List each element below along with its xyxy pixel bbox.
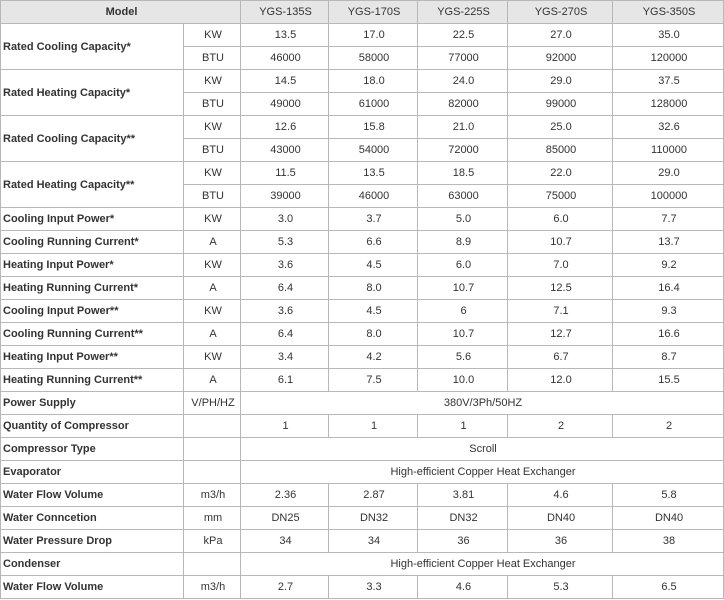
value-cell: 13.5: [241, 24, 329, 47]
value-cell: 49000: [241, 93, 329, 116]
spec-label: Heating Input Power*: [1, 254, 184, 277]
spec-label: Cooling Running Current*: [1, 231, 184, 254]
unit-cell: KW: [184, 162, 241, 185]
value-cell: DN40: [508, 507, 613, 530]
value-cell: 2: [613, 415, 724, 438]
spec-label: Heating Running Current*: [1, 277, 184, 300]
table-row: [1, 346, 724, 369]
spec-label: Cooling Input Power*: [1, 208, 184, 231]
spec-label: Evaporator: [1, 461, 184, 484]
spec-label: Power Supply: [1, 392, 184, 415]
unit-cell: BTU: [184, 139, 241, 162]
unit-cell: BTU: [184, 93, 241, 116]
value-cell: 13.5: [329, 162, 418, 185]
value-cell: 6.7: [508, 346, 613, 369]
value-cell: 29.0: [508, 70, 613, 93]
unit-cell: V/PH/HZ: [184, 392, 241, 415]
spec-label: Rated Cooling Capacity*: [1, 24, 184, 70]
value-cell: 3.0: [241, 208, 329, 231]
value-cell: 18.5: [418, 162, 508, 185]
value-cell: 22.0: [508, 162, 613, 185]
value-cell: 7.7: [613, 208, 724, 231]
table-row: [1, 277, 724, 300]
value-cell: 1: [329, 415, 418, 438]
value-cell: 2.7: [241, 576, 329, 599]
value-cell: 22.5: [418, 24, 508, 47]
spec-label: Cooling Input Power**: [1, 300, 184, 323]
value-cell: 82000: [418, 93, 508, 116]
table-row: [1, 369, 724, 392]
spanned-value-cell: Scroll: [241, 438, 724, 461]
value-cell: 27.0: [508, 24, 613, 47]
table-row: [1, 530, 724, 553]
header-row: [1, 1, 724, 24]
value-cell: 43000: [241, 139, 329, 162]
value-cell: 85000: [508, 139, 613, 162]
value-cell: 58000: [329, 47, 418, 70]
spec-label: Compressor Type: [1, 438, 184, 461]
value-cell: 29.0: [613, 162, 724, 185]
value-cell: 37.5: [613, 70, 724, 93]
table-row: [1, 24, 724, 47]
value-cell: 72000: [418, 139, 508, 162]
value-cell: 6.0: [508, 208, 613, 231]
unit-cell: A: [184, 277, 241, 300]
value-cell: 21.0: [418, 116, 508, 139]
value-cell: 12.5: [508, 277, 613, 300]
value-cell: 6.5: [613, 576, 724, 599]
value-cell: 25.0: [508, 116, 613, 139]
unit-cell: [184, 438, 241, 461]
value-cell: 38: [613, 530, 724, 553]
value-cell: 11.5: [241, 162, 329, 185]
table-row: [1, 162, 724, 185]
value-cell: DN32: [329, 507, 418, 530]
value-cell: 9.2: [613, 254, 724, 277]
value-cell: 16.6: [613, 323, 724, 346]
spec-label: Water Pressure Drop: [1, 530, 184, 553]
table-row: [1, 392, 724, 415]
unit-cell: A: [184, 369, 241, 392]
unit-cell: KW: [184, 116, 241, 139]
value-cell: 63000: [418, 185, 508, 208]
value-cell: 5.0: [418, 208, 508, 231]
value-cell: 6.0: [418, 254, 508, 277]
unit-cell: KW: [184, 70, 241, 93]
value-cell: DN25: [241, 507, 329, 530]
table-row: [1, 116, 724, 139]
value-cell: 100000: [613, 185, 724, 208]
spec-label: Cooling Running Current**: [1, 323, 184, 346]
value-cell: 6.6: [329, 231, 418, 254]
value-cell: 36: [418, 530, 508, 553]
value-cell: 6.4: [241, 277, 329, 300]
value-cell: 2.36: [241, 484, 329, 507]
value-cell: 8.7: [613, 346, 724, 369]
spec-label: Water Flow Volume: [1, 576, 184, 599]
value-cell: 6.1: [241, 369, 329, 392]
value-cell: 12.7: [508, 323, 613, 346]
value-cell: 7.0: [508, 254, 613, 277]
value-cell: 4.6: [418, 576, 508, 599]
model-header: Model: [1, 1, 241, 24]
table-row: [1, 415, 724, 438]
value-cell: 4.5: [329, 300, 418, 323]
table-row: [1, 300, 724, 323]
value-cell: 1: [418, 415, 508, 438]
unit-cell: [184, 415, 241, 438]
value-cell: 4.6: [508, 484, 613, 507]
table-row: [1, 254, 724, 277]
value-cell: 10.7: [418, 277, 508, 300]
spanned-value-cell: High-efficient Copper Heat Exchanger: [241, 553, 724, 576]
value-cell: 3.7: [329, 208, 418, 231]
spec-label: Water Conncetion: [1, 507, 184, 530]
value-cell: 6: [418, 300, 508, 323]
value-cell: 46000: [241, 47, 329, 70]
value-cell: 8.0: [329, 277, 418, 300]
unit-cell: m3/h: [184, 576, 241, 599]
unit-cell: [184, 461, 241, 484]
value-cell: 92000: [508, 47, 613, 70]
table-row: [1, 438, 724, 461]
value-cell: 17.0: [329, 24, 418, 47]
table-row: [1, 231, 724, 254]
value-cell: 34: [241, 530, 329, 553]
value-cell: 13.7: [613, 231, 724, 254]
model-name: YGS-170S: [329, 1, 418, 24]
spec-label: Heating Input Power**: [1, 346, 184, 369]
value-cell: 34: [329, 530, 418, 553]
value-cell: DN40: [613, 507, 724, 530]
value-cell: 3.6: [241, 254, 329, 277]
unit-cell: KW: [184, 254, 241, 277]
spanned-value-cell: High-efficient Copper Heat Exchanger: [241, 461, 724, 484]
table-row: [1, 576, 724, 599]
table-row: [1, 323, 724, 346]
spec-label: Condenser: [1, 553, 184, 576]
spec-label: Rated Cooling Capacity**: [1, 116, 184, 162]
value-cell: 1: [241, 415, 329, 438]
value-cell: 15.5: [613, 369, 724, 392]
value-cell: 24.0: [418, 70, 508, 93]
table-row: [1, 461, 724, 484]
value-cell: 4.5: [329, 254, 418, 277]
unit-cell: BTU: [184, 185, 241, 208]
value-cell: 61000: [329, 93, 418, 116]
value-cell: 46000: [329, 185, 418, 208]
spec-label: Rated Heating Capacity*: [1, 70, 184, 116]
model-name: YGS-225S: [418, 1, 508, 24]
value-cell: 3.6: [241, 300, 329, 323]
unit-cell: KW: [184, 208, 241, 231]
value-cell: 3.4: [241, 346, 329, 369]
unit-cell: [184, 553, 241, 576]
value-cell: 5.6: [418, 346, 508, 369]
value-cell: 120000: [613, 47, 724, 70]
value-cell: 2: [508, 415, 613, 438]
value-cell: 8.9: [418, 231, 508, 254]
value-cell: 3.81: [418, 484, 508, 507]
value-cell: 16.4: [613, 277, 724, 300]
value-cell: 15.8: [329, 116, 418, 139]
model-name: YGS-350S: [613, 1, 724, 24]
value-cell: 110000: [613, 139, 724, 162]
value-cell: 10.7: [508, 231, 613, 254]
value-cell: 8.0: [329, 323, 418, 346]
value-cell: 10.0: [418, 369, 508, 392]
spec-label: Heating Running Current**: [1, 369, 184, 392]
model-name: YGS-270S: [508, 1, 613, 24]
unit-cell: kPa: [184, 530, 241, 553]
spec-label: Quantity of Compressor: [1, 415, 184, 438]
value-cell: 5.8: [613, 484, 724, 507]
table-row: [1, 208, 724, 231]
value-cell: 5.3: [241, 231, 329, 254]
value-cell: 32.6: [613, 116, 724, 139]
spec-label: Rated Heating Capacity**: [1, 162, 184, 208]
value-cell: 35.0: [613, 24, 724, 47]
value-cell: 7.1: [508, 300, 613, 323]
value-cell: 75000: [508, 185, 613, 208]
value-cell: 12.0: [508, 369, 613, 392]
value-cell: DN32: [418, 507, 508, 530]
value-cell: 128000: [613, 93, 724, 116]
unit-cell: KW: [184, 24, 241, 47]
table-row: [1, 507, 724, 530]
value-cell: 18.0: [329, 70, 418, 93]
unit-cell: KW: [184, 346, 241, 369]
unit-cell: A: [184, 323, 241, 346]
table-row: [1, 70, 724, 93]
value-cell: 4.2: [329, 346, 418, 369]
value-cell: 99000: [508, 93, 613, 116]
spec-table-body: [1, 1, 724, 599]
value-cell: 54000: [329, 139, 418, 162]
model-name: YGS-135S: [241, 1, 329, 24]
value-cell: 39000: [241, 185, 329, 208]
unit-cell: BTU: [184, 47, 241, 70]
value-cell: 9.3: [613, 300, 724, 323]
value-cell: 5.3: [508, 576, 613, 599]
value-cell: 2.87: [329, 484, 418, 507]
table-row: [1, 484, 724, 507]
value-cell: 12.6: [241, 116, 329, 139]
unit-cell: KW: [184, 300, 241, 323]
unit-cell: mm: [184, 507, 241, 530]
unit-cell: A: [184, 231, 241, 254]
value-cell: 7.5: [329, 369, 418, 392]
value-cell: 14.5: [241, 70, 329, 93]
table-row: [1, 553, 724, 576]
value-cell: 10.7: [418, 323, 508, 346]
value-cell: 36: [508, 530, 613, 553]
unit-cell: m3/h: [184, 484, 241, 507]
spanned-value-cell: 380V/3Ph/50HZ: [241, 392, 724, 415]
spec-label: Water Flow Volume: [1, 484, 184, 507]
value-cell: 6.4: [241, 323, 329, 346]
value-cell: 77000: [418, 47, 508, 70]
value-cell: 3.3: [329, 576, 418, 599]
